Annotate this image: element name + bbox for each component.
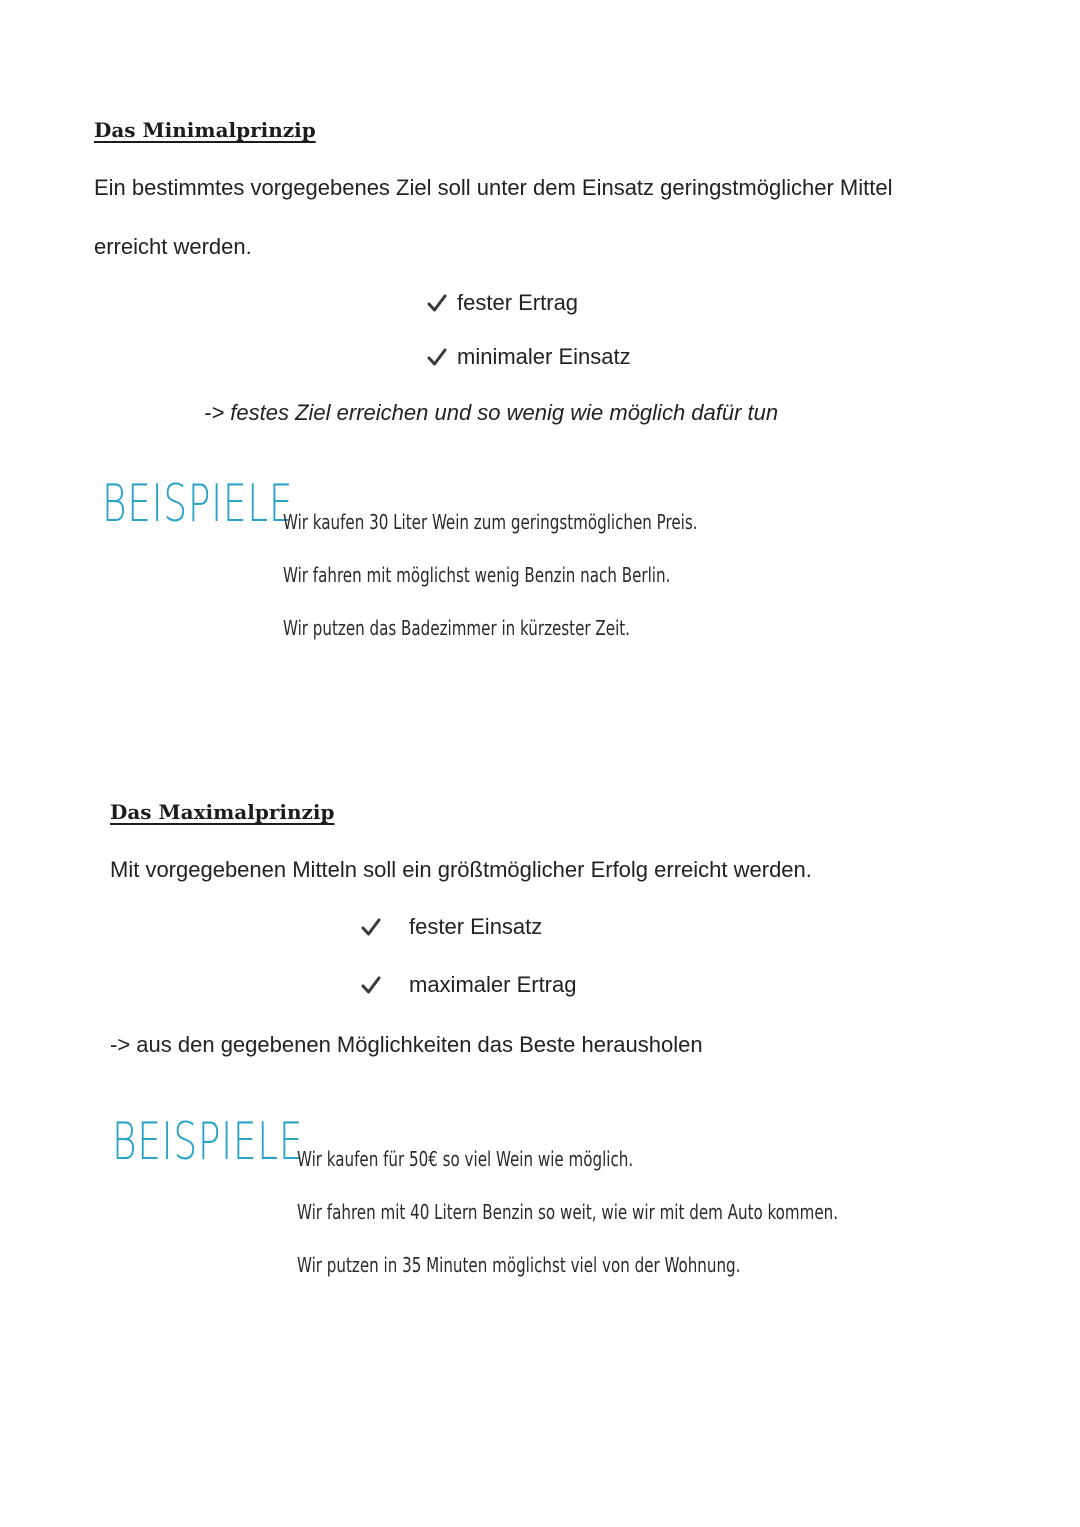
minimalprinzip-check-item	[426, 344, 631, 370]
minimalprinzip-heading: Das Minimalprinzip	[94, 118, 316, 142]
maximalprinzip-example: Wir fahren mit 40 Litern Benzin so weit, wie wir mit dem Auto kommen.	[297, 1200, 839, 1224]
minimalprinzip-definition-line1: Ein bestimmtes vorgegebenes Ziel soll unter dem Einsatz geringstmöglicher Mittel	[94, 175, 893, 200]
minimalprinzip-example: Wir fahren mit möglichst wenig Benzin nach Berlin.	[283, 563, 671, 587]
maximalprinzip-check-item	[360, 914, 542, 940]
checkmark-icon	[426, 292, 448, 314]
maximalprinzip-example: Wir kaufen für 50€ so viel Wein wie möglich.	[297, 1147, 634, 1171]
maximalprinzip-examples-label: BEISPIELE	[112, 1112, 304, 1172]
check-label: minimaler Einsatz	[457, 344, 631, 369]
maximalprinzip-summary: -> aus den gegebenen Möglichkeiten das Beste herausholen	[110, 1032, 703, 1057]
maximalprinzip-check-item	[360, 972, 576, 998]
checkmark-icon	[360, 916, 382, 938]
checkmark-icon	[360, 974, 382, 996]
maximalprinzip-heading: Das Maximalprinzip	[110, 800, 335, 824]
minimalprinzip-summary: -> festes Ziel erreichen und so wenig wie möglich dafür tun	[204, 400, 779, 425]
checkmark-icon	[426, 346, 448, 368]
minimalprinzip-example: Wir putzen das Badezimmer in kürzester Zeit.	[283, 616, 630, 640]
check-label: fester Einsatz	[409, 914, 543, 939]
minimalprinzip-definition-line2: erreicht werden.	[94, 234, 252, 259]
minimalprinzip-check-item	[426, 290, 578, 316]
minimalprinzip-example: Wir kaufen 30 Liter Wein zum geringstmöglichen Preis.	[283, 510, 698, 534]
check-label: maximaler Ertrag	[409, 972, 577, 997]
maximalprinzip-definition: Mit vorgegebenen Mitteln soll ein größtmöglicher Erfolg erreicht werden.	[110, 857, 812, 882]
minimalprinzip-examples-label: BEISPIELE	[102, 474, 294, 534]
check-label: fester Ertrag	[457, 290, 579, 315]
maximalprinzip-example: Wir putzen in 35 Minuten möglichst viel von der Wohnung.	[297, 1253, 741, 1277]
